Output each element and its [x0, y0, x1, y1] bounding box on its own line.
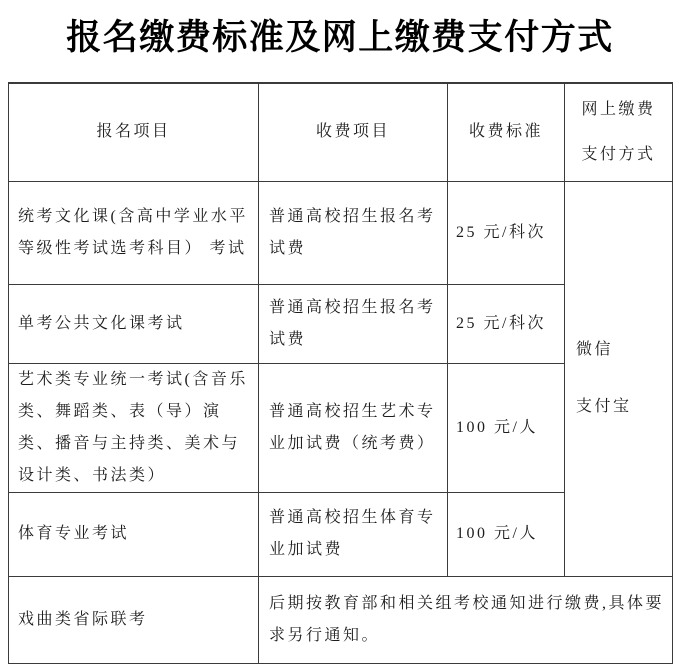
header-payment-method-line1: 网上缴费 — [581, 100, 656, 118]
payment-method-alipay: 支付宝 — [576, 398, 632, 415]
cell-fee-standard: 25 元/科次 — [448, 181, 565, 284]
cell-registration-item: 统考文化课(含高中学业水平等级性考试选考科目） 考试 — [9, 181, 259, 284]
cell-fee-item: 普通高校招生报名考试费 — [259, 284, 448, 363]
page-title: 报名缴费标准及网上缴费支付方式 — [66, 18, 614, 57]
cell-fee-standard: 25 元/科次 — [448, 284, 565, 363]
header-payment-method — [565, 83, 673, 181]
cell-registration-item: 艺术类专业统一考试(含音乐类、舞蹈类、表（导）演类、播音与主持类、美术与设计类、书法类） — [9, 363, 259, 492]
cell-registration-item: 戏曲类省际联考 — [9, 576, 259, 663]
cell-fee-item: 普通高校招生体育专业加试费 — [259, 492, 448, 576]
header-payment-method-line2: 支付方式 — [581, 145, 656, 163]
cell-fee-item: 普通高校招生艺术专业加试费（统考费） — [259, 363, 448, 492]
cell-fee-standard: 100 元/人 — [448, 492, 565, 576]
cell-registration-item: 单考公共文化课考试 — [9, 284, 259, 363]
header-fee-standard: 收费标准 — [448, 83, 565, 181]
fee-table — [8, 82, 673, 664]
table-row-unified-culture-exam — [9, 181, 673, 284]
table-row-opera-joint-exam — [9, 576, 673, 663]
cell-registration-item: 体育专业考试 — [9, 492, 259, 576]
table-header-row — [9, 83, 673, 181]
cell-payment-methods — [565, 181, 673, 576]
header-fee-item: 收费项目 — [259, 83, 448, 181]
header-registration-item: 报名项目 — [9, 83, 259, 181]
cell-fee-standard: 100 元/人 — [448, 363, 565, 492]
cell-fee-item: 普通高校招生报名考试费 — [259, 181, 448, 284]
payment-method-wechat: 微信 — [576, 341, 614, 358]
cell-payment-note: 后期按教育部和相关组考校通知进行缴费,具体要求另行通知。 — [259, 576, 673, 663]
